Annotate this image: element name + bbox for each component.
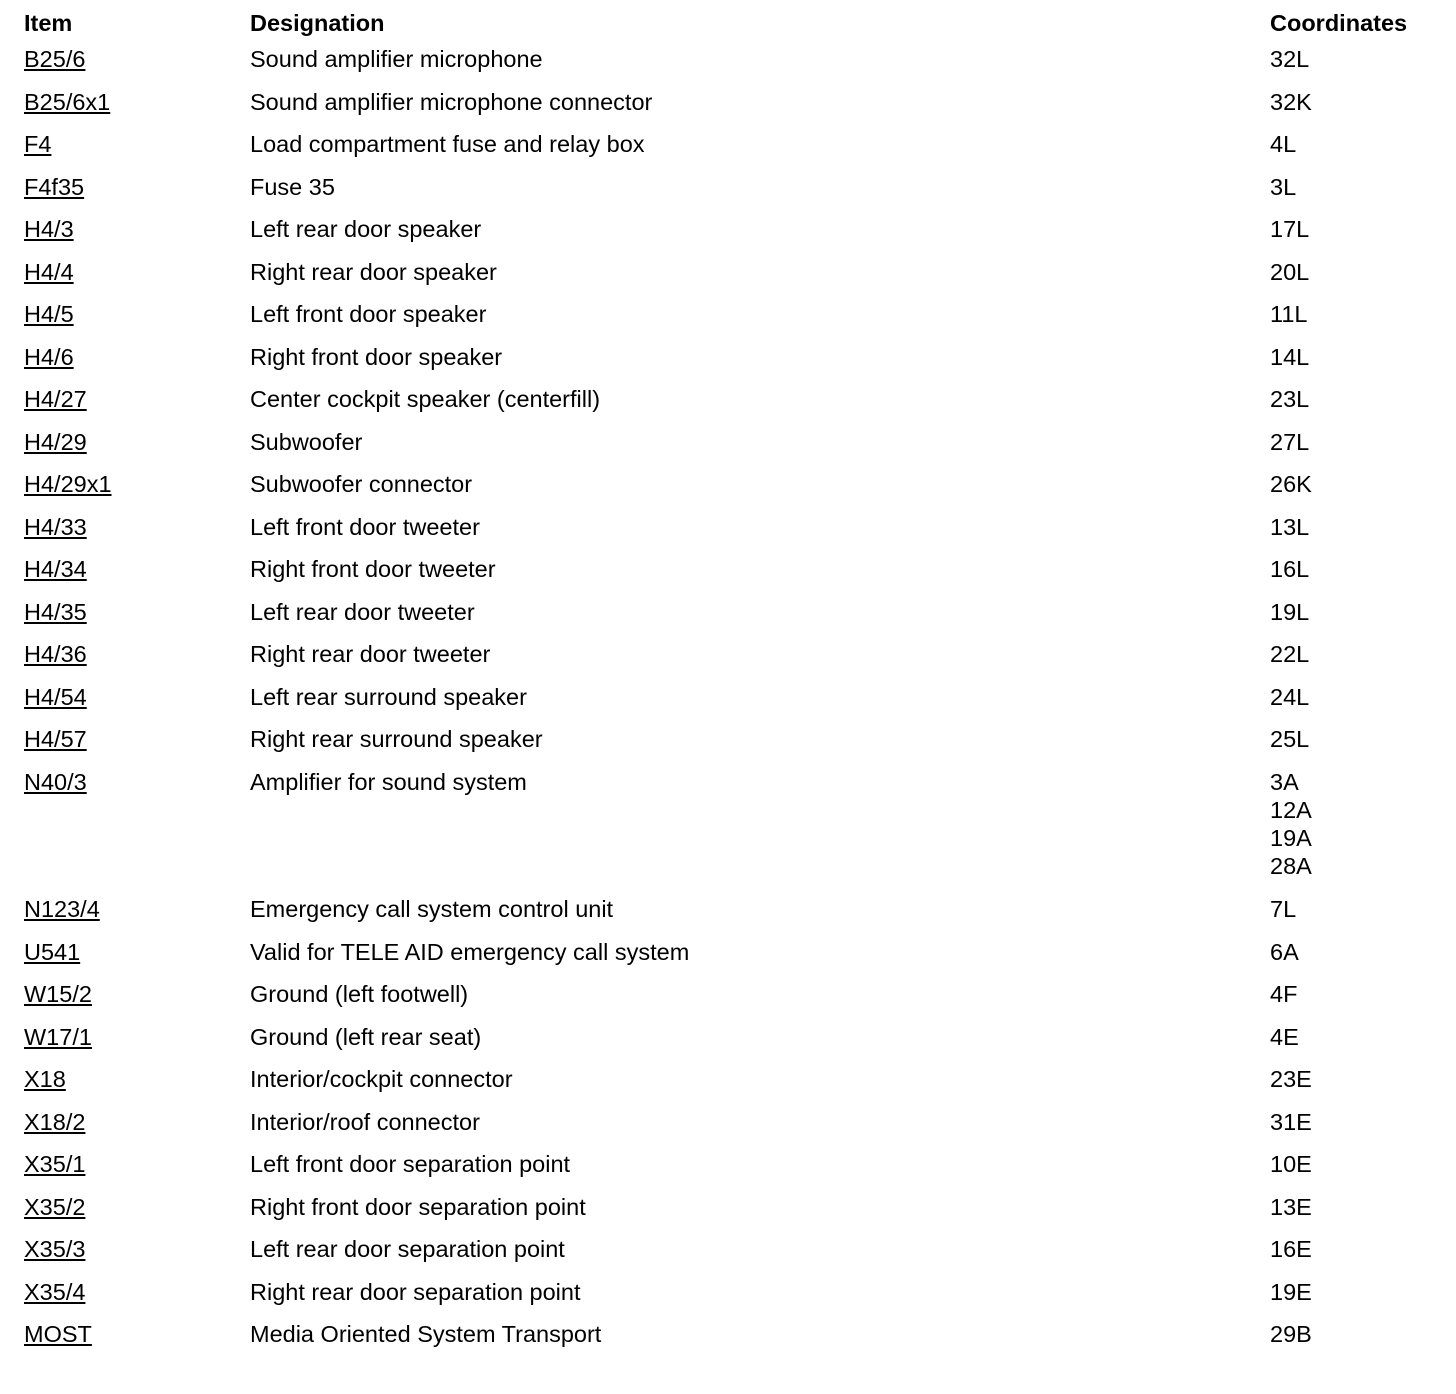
item-cell [24, 1065, 250, 1093]
designation-cell: Emergency call system control unit [250, 896, 614, 922]
item-cell [24, 725, 250, 753]
designation-cell: Left rear door separation point [250, 1236, 565, 1262]
table-row [24, 130, 1444, 173]
table-row [24, 1150, 1444, 1193]
table-row [24, 470, 1444, 513]
designation-cell: Right front door separation point [250, 1193, 586, 1220]
item-cell [24, 598, 250, 626]
coordinate-value: 22L [1270, 641, 1310, 667]
item-link[interactable]: H4/36 [24, 641, 87, 667]
designation-cell: Valid for TELE AID emergency call system [250, 938, 690, 965]
coordinates-cell [1270, 1150, 1444, 1178]
item-link[interactable]: X35/2 [24, 1193, 86, 1220]
table-row [24, 513, 1444, 556]
item-cell [24, 215, 250, 243]
designation-cell: Load compartment fuse and relay box [250, 131, 645, 157]
header-coordinates: Coordinates [1270, 10, 1408, 36]
coordinate-value: 12A [1270, 796, 1312, 823]
coordinate-value: 13L [1270, 513, 1310, 540]
item-link[interactable]: H4/4 [24, 258, 74, 285]
item-cell [24, 555, 250, 583]
item-link[interactable]: H4/29x1 [24, 471, 112, 497]
coordinates-cell [1270, 45, 1444, 73]
item-link[interactable]: H4/57 [24, 726, 87, 752]
coordinates-cell [1270, 683, 1444, 711]
item-link[interactable]: H4/33 [24, 513, 87, 540]
item-link[interactable]: H4/27 [24, 386, 87, 412]
item-link[interactable]: N40/3 [24, 768, 87, 795]
table-row [24, 385, 1444, 428]
coordinate-value: 11L [1270, 301, 1308, 327]
item-link[interactable]: W17/1 [24, 1023, 92, 1050]
coordinates-cell [1270, 513, 1444, 541]
table-row [24, 88, 1444, 131]
coordinate-value: 6A [1270, 938, 1299, 965]
table-row [24, 1235, 1444, 1278]
header-designation: Designation [250, 10, 385, 36]
table-header-row [24, 9, 1444, 45]
coordinates-cell [1270, 1278, 1444, 1306]
designation-cell: Ground (left footwell) [250, 981, 469, 1007]
item-link[interactable]: U541 [24, 938, 81, 965]
item-link[interactable]: F4f35 [24, 173, 85, 200]
coordinates-cell [1270, 88, 1444, 116]
item-cell [24, 938, 250, 966]
component-legend-table [24, 9, 1444, 1363]
coordinates-cell [1270, 895, 1444, 923]
item-cell [24, 470, 250, 498]
designation-cell: Subwoofer [250, 428, 363, 455]
table-row [24, 768, 1444, 896]
coordinate-value: 16E [1270, 1236, 1312, 1262]
designation-cell: Subwoofer connector [250, 471, 473, 497]
item-cell [24, 895, 250, 923]
item-cell [24, 640, 250, 668]
item-cell [24, 683, 250, 711]
table-row [24, 980, 1444, 1023]
coordinates-cell [1270, 258, 1444, 286]
designation-cell: Center cockpit speaker (centerfill) [250, 386, 601, 412]
designation-cell: Sound amplifier microphone connector [250, 88, 653, 115]
coordinates-cell [1270, 130, 1444, 158]
designation-cell: Left front door speaker [250, 301, 487, 327]
coordinate-value: 13E [1270, 1193, 1312, 1220]
coordinate-value: 3A [1270, 768, 1299, 795]
designation-cell: Fuse 35 [250, 173, 335, 200]
item-link[interactable]: X35/3 [24, 1236, 86, 1262]
designation-cell: Media Oriented System Transport [250, 1321, 602, 1347]
designation-cell: Sound amplifier microphone [250, 46, 543, 72]
table-row [24, 173, 1444, 216]
item-link[interactable]: H4/29 [24, 428, 87, 455]
item-link[interactable]: W15/2 [24, 981, 92, 1007]
item-cell [24, 45, 250, 73]
coordinate-value: 4E [1270, 1023, 1299, 1050]
table-row [24, 258, 1444, 301]
coordinates-cell [1270, 428, 1444, 456]
coordinates-cell [1270, 598, 1444, 626]
designation-cell: Right rear door separation point [250, 1278, 581, 1305]
table-row [24, 1320, 1444, 1363]
coordinates-cell [1270, 1320, 1444, 1348]
coordinate-value: 23L [1270, 386, 1310, 412]
coordinate-value: 32L [1270, 46, 1310, 72]
coordinates-cell [1270, 1023, 1444, 1051]
coordinates-cell [1270, 1235, 1444, 1263]
table-row [24, 343, 1444, 386]
coordinate-value: 26K [1270, 471, 1312, 497]
item-cell [24, 130, 250, 158]
coordinate-value: 32K [1270, 88, 1312, 115]
item-cell [24, 343, 250, 371]
coordinates-cell [1270, 470, 1444, 498]
item-cell [24, 1320, 250, 1348]
designation-cell: Right rear door speaker [250, 258, 497, 285]
table-row [24, 428, 1444, 471]
item-cell [24, 513, 250, 541]
item-cell [24, 385, 250, 413]
designation-cell: Right front door tweeter [250, 556, 496, 582]
item-link[interactable]: H4/3 [24, 216, 74, 242]
item-link[interactable]: MOST [24, 1321, 92, 1347]
item-cell [24, 173, 250, 201]
coordinates-cell [1270, 343, 1444, 371]
table-row [24, 300, 1444, 343]
table-row [24, 1278, 1444, 1321]
coordinate-value: 4L [1270, 131, 1297, 157]
item-link[interactable]: X18/2 [24, 1108, 86, 1135]
coordinate-value: 20L [1270, 258, 1310, 285]
table-row [24, 895, 1444, 938]
item-cell [24, 88, 250, 116]
designation-cell: Left front door tweeter [250, 513, 480, 540]
designation-cell: Left front door separation point [250, 1151, 571, 1177]
item-cell [24, 258, 250, 286]
item-link[interactable]: H4/34 [24, 556, 87, 582]
table-row [24, 683, 1444, 726]
coordinate-value: 25L [1270, 726, 1310, 752]
coordinate-value: 17L [1270, 216, 1310, 242]
designation-cell: Ground (left rear seat) [250, 1023, 482, 1050]
item-link[interactable]: H4/54 [24, 683, 87, 710]
coordinate-value: 4F [1270, 981, 1298, 1007]
coordinates-cell [1270, 300, 1444, 328]
item-cell [24, 1150, 250, 1178]
coordinates-cell [1270, 938, 1444, 966]
item-link[interactable]: X18 [24, 1066, 66, 1092]
designation-cell: Interior/cockpit connector [250, 1066, 513, 1092]
designation-cell: Right rear surround speaker [250, 726, 543, 752]
item-link[interactable]: H4/5 [24, 301, 74, 327]
table-row [24, 215, 1444, 258]
coordinate-value: 28A [1270, 852, 1312, 879]
coordinates-cell [1270, 1193, 1444, 1221]
table-row [24, 640, 1444, 683]
designation-cell: Left rear door speaker [250, 216, 482, 242]
item-link[interactable]: B25/6x1 [24, 88, 111, 115]
item-cell [24, 1235, 250, 1263]
coordinate-value: 24L [1270, 683, 1310, 710]
table-row [24, 1065, 1444, 1108]
coordinate-value: 29B [1270, 1321, 1312, 1347]
designation-cell: Interior/roof connector [250, 1108, 480, 1135]
item-link[interactable]: H4/35 [24, 598, 87, 625]
coordinate-value: 19A [1270, 824, 1312, 851]
designation-cell: Left rear surround speaker [250, 683, 527, 710]
item-cell [24, 980, 250, 1008]
designation-cell: Right front door speaker [250, 343, 503, 370]
item-cell [24, 1023, 250, 1051]
coordinate-value: 16L [1270, 556, 1310, 582]
item-link[interactable]: H4/6 [24, 343, 74, 370]
coordinates-cell [1270, 1108, 1444, 1136]
coordinate-value: 19E [1270, 1278, 1312, 1305]
coordinates-cell [1270, 173, 1444, 201]
table-body [24, 45, 1444, 1363]
coordinates-cell [1270, 555, 1444, 583]
coordinate-value: 23E [1270, 1066, 1312, 1092]
table-row [24, 938, 1444, 981]
coordinate-value: 10E [1270, 1151, 1312, 1177]
coordinate-value: 27L [1270, 428, 1310, 455]
coordinate-value: 14L [1270, 343, 1310, 370]
coordinate-value: 7L [1270, 896, 1297, 922]
table-row [24, 1108, 1444, 1151]
table-row [24, 598, 1444, 641]
table-row [24, 1193, 1444, 1236]
designation-cell: Amplifier for sound system [250, 768, 527, 795]
item-cell [24, 1108, 250, 1136]
designation-cell: Left rear door tweeter [250, 598, 475, 625]
coordinates-cell [1270, 980, 1444, 1008]
item-cell [24, 1193, 250, 1221]
coordinates-cell [1270, 385, 1444, 413]
coordinate-value: 31E [1270, 1108, 1312, 1135]
table-row [24, 725, 1444, 768]
table-row [24, 45, 1444, 88]
table-row [24, 555, 1444, 598]
coordinates-cell [1270, 215, 1444, 243]
table-row [24, 1023, 1444, 1066]
item-cell [24, 768, 250, 796]
coordinates-cell [1270, 640, 1444, 668]
header-item: Item [24, 10, 73, 36]
coordinate-value: 3L [1270, 173, 1297, 200]
designation-cell: Right rear door tweeter [250, 641, 491, 667]
item-link[interactable]: B25/6 [24, 46, 86, 72]
item-link[interactable]: F4 [24, 131, 52, 157]
coordinates-cell [1270, 725, 1444, 753]
item-cell [24, 428, 250, 456]
coordinates-cell [1270, 1065, 1444, 1093]
coordinate-value: 19L [1270, 598, 1310, 625]
item-cell [24, 1278, 250, 1306]
coordinates-cell [1270, 768, 1444, 880]
item-link[interactable]: X35/1 [24, 1151, 86, 1177]
item-link[interactable]: N123/4 [24, 896, 100, 922]
item-link[interactable]: X35/4 [24, 1278, 86, 1305]
item-cell [24, 300, 250, 328]
